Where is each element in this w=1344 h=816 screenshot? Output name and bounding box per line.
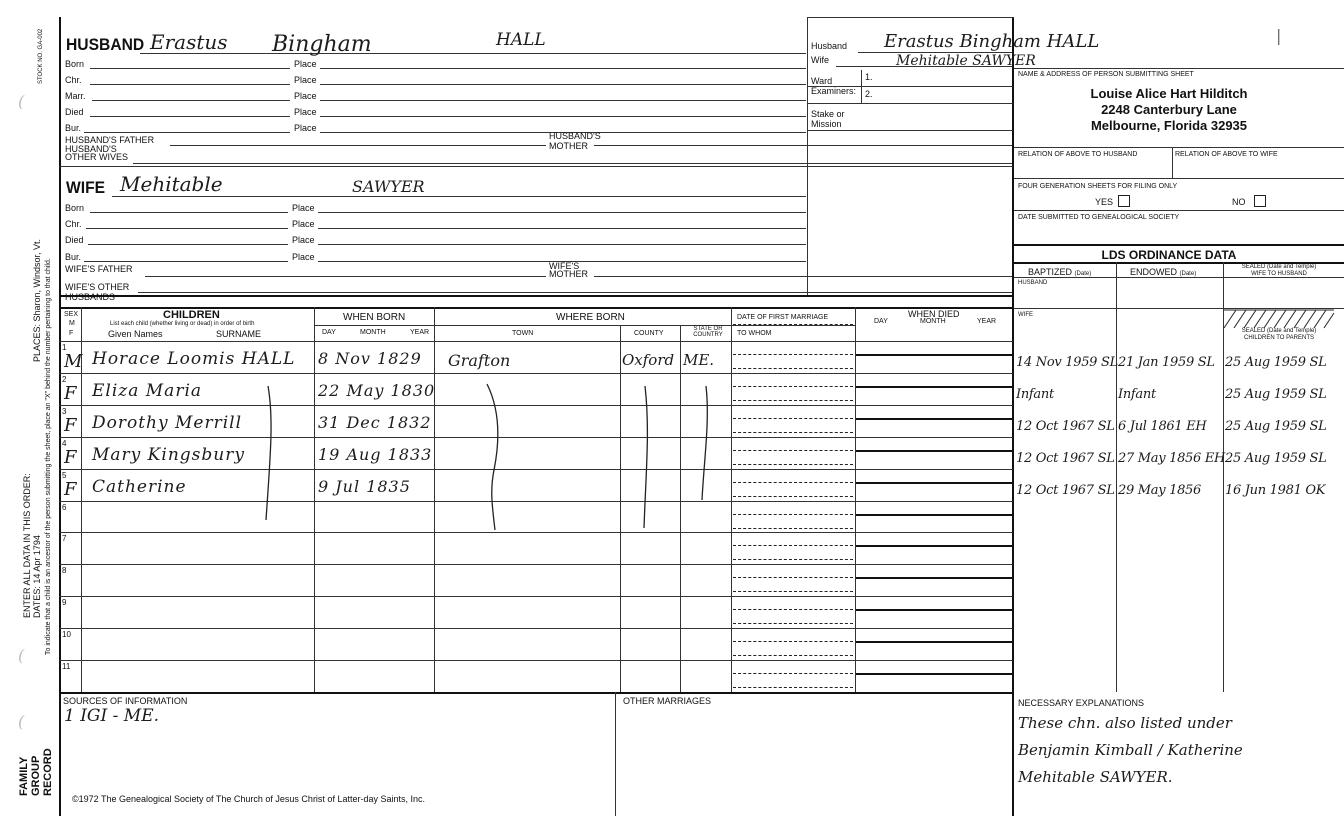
ditto-stroke: [702, 386, 707, 500]
ordinance-baptized: Infant: [1016, 386, 1054, 402]
row-number: 11: [62, 662, 71, 671]
wife-given-name: Mehitable: [120, 172, 223, 196]
row-number: 5: [62, 470, 67, 480]
ditto-stroke: [266, 386, 271, 520]
four-generation-label: FOUR GENERATION SHEETS FOR FILING ONLY: [1018, 183, 1178, 190]
submitter-name: Louise Alice Hart Hilditch: [1090, 86, 1248, 101]
stake-mission-label: Stake or Mission: [811, 109, 845, 129]
husband-middle-name: Bingham: [272, 32, 372, 57]
child-birth-state: ME.: [683, 351, 715, 369]
row-number: 7: [62, 534, 67, 544]
row-number: 1: [62, 343, 67, 352]
places-note: PLACES: Sharon, Windsor, Vt.: [32, 238, 42, 362]
examiner-2[interactable]: 2.: [865, 89, 873, 99]
child-birth-date: 31 Dec 1832: [318, 412, 432, 432]
died-month-header: MONTH: [920, 318, 946, 325]
sex-m-header: M: [69, 320, 75, 327]
given-names-header: Given Names: [108, 329, 163, 339]
husbands-mother-label: HUSBAND'S MOTHER: [549, 131, 601, 151]
died-year-header: YEAR: [977, 318, 997, 325]
ordinance-endowed: 6 Jul 1861 EH: [1118, 418, 1207, 434]
sealed-wife-header: SEALED (Date and Temple) WIFE TO HUSBAND: [1241, 264, 1317, 277]
child-birth-date: 19 Aug 1833: [318, 444, 433, 464]
rp-wife-name: Mehitable SAWYER: [896, 53, 1036, 69]
husband-given-name: Erastus: [150, 30, 228, 54]
submitter-street: 2248 Canterbury Lane: [1101, 102, 1237, 117]
ordinance-baptized: 14 Nov 1959 SL: [1016, 355, 1118, 370]
ordinance-baptized: 12 Oct 1967 SL: [1016, 482, 1115, 498]
died-day-header: DAY: [874, 318, 888, 325]
wife-label: WIFE: [66, 178, 106, 197]
margin-mark: (: [18, 92, 25, 111]
wifes-other-husbands-label: WIFE'S OTHER HUSBANDS: [65, 282, 130, 302]
margin-mark: (: [18, 646, 25, 665]
child-birth-date: 22 May 1830: [318, 380, 436, 400]
row-number: 9: [62, 598, 67, 608]
hatched-block: [1224, 310, 1334, 328]
baptized-header: BAPTIZED (Date): [1028, 267, 1092, 277]
submitter-label: NAME & ADDRESS OF PERSON SUBMITTING SHEET: [1018, 71, 1194, 78]
explanations-label: NECESSARY EXPLANATIONS: [1018, 698, 1145, 708]
husband-chr-label: Chr.: [65, 75, 82, 85]
first-marriage-header: DATE OF FIRST MARRIAGE: [737, 314, 829, 321]
wife-born-label: Born: [65, 203, 85, 213]
ordinance-sealed: 25 Aug 1959 SL: [1225, 386, 1327, 402]
ordinance-sealed: 25 Aug 1959 SL: [1225, 355, 1327, 370]
child-sex: F: [64, 414, 77, 436]
place-label: Place: [292, 219, 315, 229]
husband-label: HUSBAND: [66, 35, 145, 54]
when-died-header: WHEN DIED: [908, 309, 960, 319]
child-birth-town: Grafton: [448, 351, 511, 370]
place-label: Place: [294, 59, 317, 69]
sources-entry[interactable]: 1 IGI - ME.: [64, 706, 160, 726]
copyright-notice: ©1972 The Genealogical Society of The Church of Jesus Christ of Latter-day Saints, Inc.: [72, 794, 425, 804]
children-header: CHILDREN: [163, 309, 220, 321]
sex-f-header: F: [69, 330, 74, 337]
ordinance-endowed: 21 Jan 1959 SL: [1118, 355, 1215, 370]
wife-bur-label: Bur.: [65, 252, 82, 262]
sources-label: SOURCES OF INFORMATION: [63, 696, 188, 706]
sealed-children-header: SEALED (Date and Temple) CHILDREN TO PARENTS: [1241, 328, 1317, 341]
endowed-header: ENDOWED (Date): [1130, 267, 1197, 277]
wifes-father-label: WIFE'S FATHER: [65, 264, 133, 274]
corner-mark: |: [1276, 26, 1282, 45]
child-name: Dorothy Merrill: [92, 412, 243, 433]
child-birth-date: 8 Nov 1829: [318, 349, 422, 368]
born-month-header: MONTH: [360, 329, 386, 336]
husbands-father-label: HUSBAND'S FATHER: [65, 135, 155, 145]
husband-marr-label: Marr.: [65, 91, 86, 101]
ordinance-baptized: 12 Oct 1967 SL: [1016, 418, 1115, 434]
child-birth-date: 9 Jul 1835: [318, 476, 411, 496]
margin-mark: (: [18, 712, 25, 731]
row-number: 3: [62, 406, 67, 416]
children-instructions: List each child (whether living or dead) in order of birth: [110, 321, 255, 327]
row-number: 2: [62, 374, 67, 384]
born-day-header: DAY: [322, 329, 336, 336]
surname-header: SURNAME: [216, 329, 262, 339]
no-checkbox[interactable]: [1254, 195, 1266, 207]
rp-husband-label: Husband: [811, 41, 848, 51]
child-name: Mary Kingsbury: [92, 444, 245, 465]
submitter-address: [1014, 86, 1324, 134]
wife-chr-label: Chr.: [65, 219, 82, 229]
no-label: NO: [1232, 197, 1246, 207]
child-name: Horace Loomis HALL: [92, 349, 296, 369]
wife-died-label: Died: [65, 235, 84, 245]
ordinance-sealed: 25 Aug 1959 SL: [1225, 450, 1327, 466]
ordinance-endowed: 29 May 1856: [1118, 482, 1201, 498]
wife-ordinance-label: WIFE: [1018, 312, 1033, 318]
rp-wife-label: Wife: [811, 55, 829, 65]
place-label: Place: [294, 123, 317, 133]
born-year-header: YEAR: [410, 329, 430, 336]
lds-ordinance-title: LDS ORDINANCE DATA: [1101, 248, 1237, 262]
examiners-label: Examiners:: [811, 86, 857, 96]
child-name: Catherine: [92, 476, 187, 497]
yes-checkbox[interactable]: [1118, 195, 1130, 207]
child-sex: M: [64, 351, 83, 372]
place-label: Place: [294, 107, 317, 117]
yes-label: YES: [1095, 197, 1114, 207]
date-submitted-label: DATE SUBMITTED TO GENEALOGICAL SOCIETY: [1018, 214, 1180, 221]
when-born-header: WHEN BORN: [343, 312, 406, 323]
relation-husband-label: RELATION OF ABOVE TO HUSBAND: [1018, 151, 1138, 158]
child-sex: F: [64, 478, 77, 500]
town-header: TOWN: [512, 330, 534, 337]
relation-wife-label: RELATION OF ABOVE TO WIFE: [1175, 151, 1278, 158]
to-whom-header: TO WHOM: [737, 330, 772, 337]
child-sex: F: [64, 382, 77, 404]
ditto-stroke: [644, 386, 647, 528]
submitter-city: Melbourne, Florida 32935: [1090, 118, 1248, 133]
place-label: Place: [292, 235, 315, 245]
husband-died-label: Died: [65, 107, 84, 117]
explanations-entry[interactable]: These chn. also listed under Benjamin Kimball / Katherine Mehitable SAWYER.: [1018, 714, 1243, 786]
ordinance-baptized: 12 Oct 1967 SL: [1016, 450, 1115, 466]
other-marriages-label: OTHER MARRIAGES: [623, 696, 712, 706]
rp-husband-name: Erastus Bingham HALL: [884, 31, 1100, 52]
place-label: Place: [292, 252, 315, 262]
place-label: Place: [294, 91, 317, 101]
wifes-mother-label: WIFE'S MOTHER: [549, 261, 588, 279]
sex-header: SEX: [64, 311, 79, 318]
ordinance-sealed: 25 Aug 1959 SL: [1225, 418, 1327, 434]
row-number: 8: [62, 566, 67, 576]
county-header: COUNTY: [634, 330, 664, 337]
state-header: STATE OR COUNTRY: [693, 326, 723, 338]
child-sex: F: [64, 446, 77, 468]
ordinance-endowed: Infant: [1118, 386, 1156, 402]
husbands-other-wives-label: HUSBAND'S OTHER WIVES: [65, 144, 129, 162]
ditto-stroke: [487, 384, 498, 530]
examiner-1[interactable]: 1.: [865, 72, 873, 82]
child-birth-county: Oxford: [622, 351, 675, 369]
wife-surname: SAWYER: [352, 177, 425, 196]
enter-order-note: ENTER ALL DATA IN THIS ORDER:: [22, 473, 32, 618]
row-number: 6: [62, 502, 67, 512]
husband-bur-label: Bur.: [65, 123, 82, 133]
husband-born-label: Born: [65, 59, 85, 69]
row-number: 10: [62, 630, 71, 640]
row-number: 4: [62, 438, 67, 448]
dates-note: DATES: 14 Apr 1794: [32, 535, 42, 618]
stock-number: STOCK NO. GA-002: [38, 28, 44, 84]
place-label: Place: [294, 75, 317, 85]
place-label: Place: [292, 203, 315, 213]
husband-surname: HALL: [496, 30, 546, 50]
where-born-header: WHERE BORN: [556, 312, 625, 323]
ordinance-sealed: 16 Jun 1981 OK: [1225, 482, 1326, 498]
ancestor-indicator-note: To indicate that a child is an ancestor of the person submitting the sheet, place an "X" behind the number pertaining to that child.: [45, 258, 52, 655]
ordinance-endowed: 27 May 1856 EH: [1118, 450, 1226, 466]
ward-label: Ward: [811, 76, 833, 86]
husband-ordinance-label: HUSBAND: [1018, 280, 1048, 286]
child-name: Eliza Maria: [92, 380, 203, 401]
